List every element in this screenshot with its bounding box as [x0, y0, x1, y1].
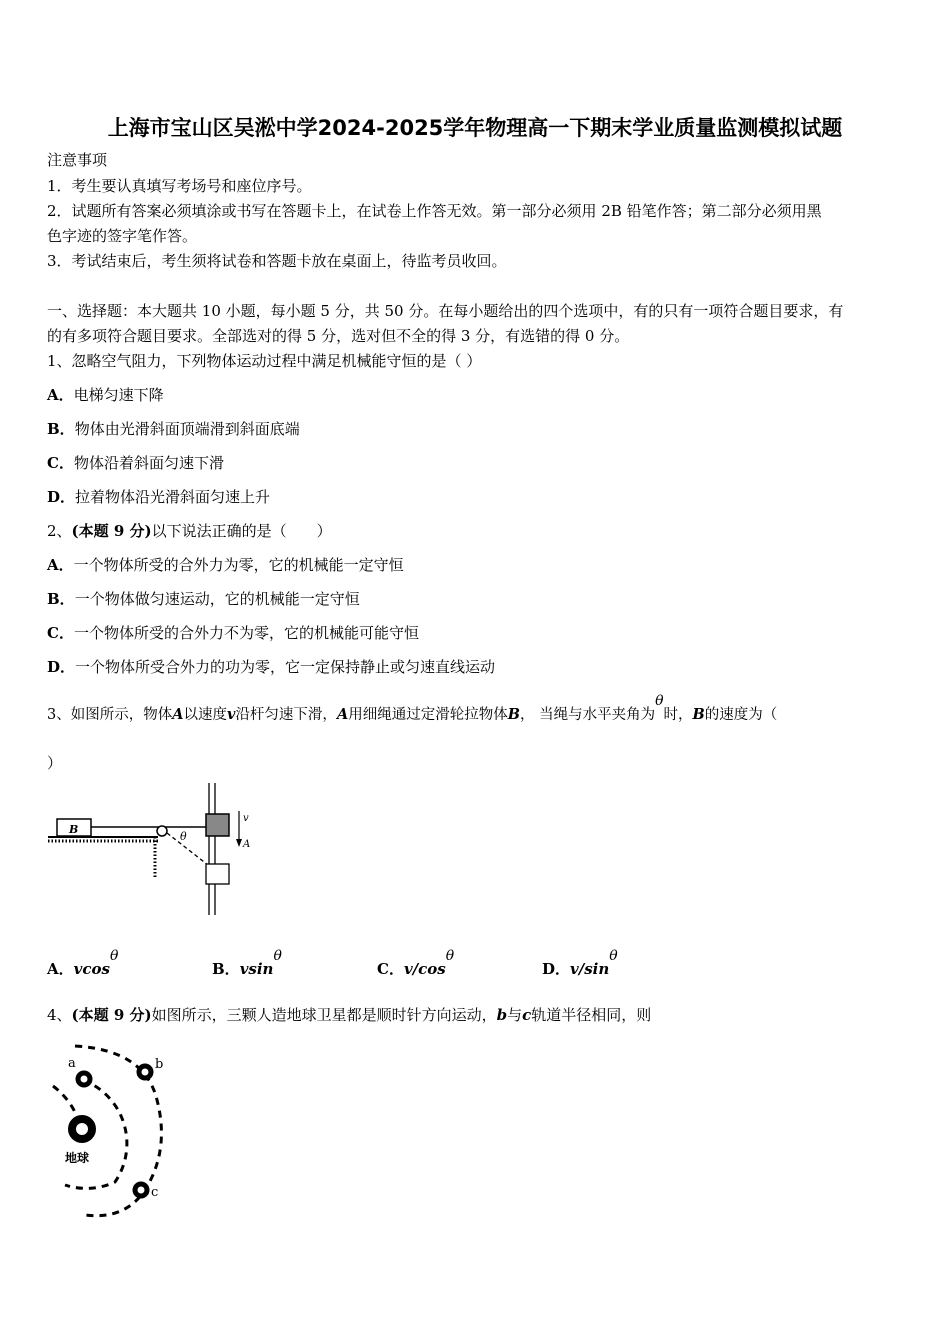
q-text: 如图所示，三颗人造地球卫星都是顺时针方向运动，	[151, 1006, 497, 1024]
option-text: 电梯匀速下降	[73, 386, 164, 404]
q-number: 4、	[47, 1006, 72, 1024]
earth	[72, 1119, 92, 1139]
q3-option-d	[542, 948, 618, 979]
option-text: 物体沿着斜面匀速下滑	[73, 454, 224, 472]
rope-dashed	[167, 833, 208, 865]
option-label: B．	[47, 590, 75, 608]
theta-label: θ	[180, 830, 187, 843]
q4-stem	[47, 1005, 651, 1025]
q-text: 与	[507, 1006, 523, 1024]
option-label: B．	[212, 960, 240, 978]
q-text: 用细绳通过定滑轮拉物体	[348, 707, 508, 723]
satellite-a	[78, 1073, 90, 1085]
option-label: A．	[47, 386, 74, 404]
notice-item: 色字迹的签字笔作答。	[47, 227, 198, 245]
section-instructions: 的有多项符合题目要求。全部选对的得 5 分，选对但不全的得 3 分，有选错的得 0 分。	[47, 327, 630, 345]
option-text: 拉着物体沿光滑斜面匀速上升	[75, 488, 271, 506]
q-score: (本题 9 分)	[71, 1006, 152, 1024]
option-text: 一个物体所受的合外力不为零，它的机械能可能守恒	[73, 624, 419, 642]
arrow-head-icon	[236, 839, 242, 847]
q4-orbit-figure	[45, 1040, 185, 1225]
q-text: 以下说法正确的是（ ）	[151, 522, 332, 540]
theta-symbol: θ	[445, 948, 455, 964]
q1-option-d	[47, 487, 270, 507]
q1-option-c	[47, 453, 224, 473]
option-label: B．	[47, 420, 75, 438]
var: v	[227, 706, 236, 723]
q-text: 时，	[663, 707, 693, 723]
q-text: ， 当绳与水平夹角为	[519, 707, 656, 723]
option-text: vcos	[73, 960, 110, 978]
q-text: 以速度	[183, 707, 227, 723]
q2-option-a	[47, 555, 404, 575]
q-number: 2、	[47, 522, 72, 540]
var: A	[172, 706, 184, 723]
velocity-label: v	[243, 813, 249, 824]
var: B	[507, 706, 520, 723]
block-a	[206, 814, 229, 836]
option-label: D．	[47, 488, 76, 506]
earth-label: 地球	[65, 1151, 90, 1165]
satellite-b	[139, 1066, 151, 1078]
option-text: 物体由光滑斜面顶端滑到斜面底端	[74, 420, 300, 438]
option-text: v/sin	[570, 960, 610, 978]
option-label: C．	[47, 454, 74, 472]
q1-option-a	[47, 385, 164, 405]
q2-stem	[47, 521, 332, 541]
block-b-label: B	[69, 823, 79, 836]
var: c	[522, 1006, 532, 1024]
q-score: (本题 9 分)	[71, 522, 152, 540]
option-text: 一个物体做匀速运动，它的机械能一定守恒	[74, 590, 360, 608]
option-label: D．	[542, 960, 571, 978]
option-label: A．	[47, 556, 74, 574]
block-a-later	[206, 864, 229, 884]
option-label: C．	[47, 624, 74, 642]
q3-option-c	[377, 948, 455, 979]
option-text: v/cos	[403, 960, 446, 978]
satellite-c	[135, 1184, 147, 1196]
q1-stem: 1、忽略空气阻力，下列物体运动过程中满足机械能守恒的是（ ）	[47, 352, 482, 370]
var: B	[692, 706, 705, 723]
var: b	[496, 1006, 508, 1024]
q3-option-b	[212, 948, 282, 979]
label-c: c	[151, 1185, 159, 1200]
theta-symbol: θ	[273, 948, 282, 964]
q-text: 轨道半径相同，则	[531, 1006, 652, 1024]
pulley	[157, 826, 167, 836]
block-a-label: A	[243, 839, 251, 850]
page-title: 上海市宝山区吴淞中学2024-2025学年物理高一下期末学业质量监测模拟试题	[107, 116, 843, 140]
q-text: 沿杆匀速下滑，	[235, 707, 337, 723]
q3-pulley-figure	[45, 783, 265, 918]
notice-heading: 注意事项	[47, 151, 108, 169]
theta-symbol: θ	[655, 693, 664, 709]
label-a: a	[68, 1056, 76, 1071]
q2-option-d	[47, 657, 495, 677]
label-b: b	[155, 1057, 164, 1072]
notice-item: 2．试题所有答案必须填涂或书写在答题卡上，在试卷上作答无效。第一部分必须用 2B 铅笔作答；第二部分必须用黑	[47, 202, 822, 220]
option-label: A．	[47, 960, 74, 978]
option-text: 一个物体所受的合外力为零，它的机械能一定守恒	[73, 556, 404, 574]
q-text: 3、如图所示，物体	[47, 707, 173, 723]
notice-item: 1．考生要认真填写考场号和座位序号。	[47, 177, 312, 195]
theta-symbol: θ	[109, 948, 119, 964]
option-label: C．	[377, 960, 404, 978]
option-text: 一个物体所受合外力的功为零，它一定保持静止或匀速直线运动	[75, 658, 496, 676]
q-text: 的速度为（	[704, 707, 778, 723]
var: A	[336, 706, 349, 723]
q2-option-c	[47, 623, 419, 643]
q2-option-b	[47, 589, 360, 609]
q1-option-b	[47, 419, 300, 439]
q3-stem	[47, 693, 778, 725]
q3-option-a	[47, 948, 119, 979]
section-instructions: 一、选择题：本大题共 10 小题，每小题 5 分，共 50 分。在每小题给出的四个选项中，有的只有一项符合题目要求，有	[47, 302, 844, 320]
q3-close-paren: ）	[47, 754, 63, 772]
option-label: D．	[47, 658, 76, 676]
theta-symbol: θ	[609, 948, 618, 964]
option-text: vsin	[239, 960, 274, 978]
notice-item: 3．考试结束后，考生须将试卷和答题卡放在桌面上，待监考员收回。	[47, 252, 507, 270]
